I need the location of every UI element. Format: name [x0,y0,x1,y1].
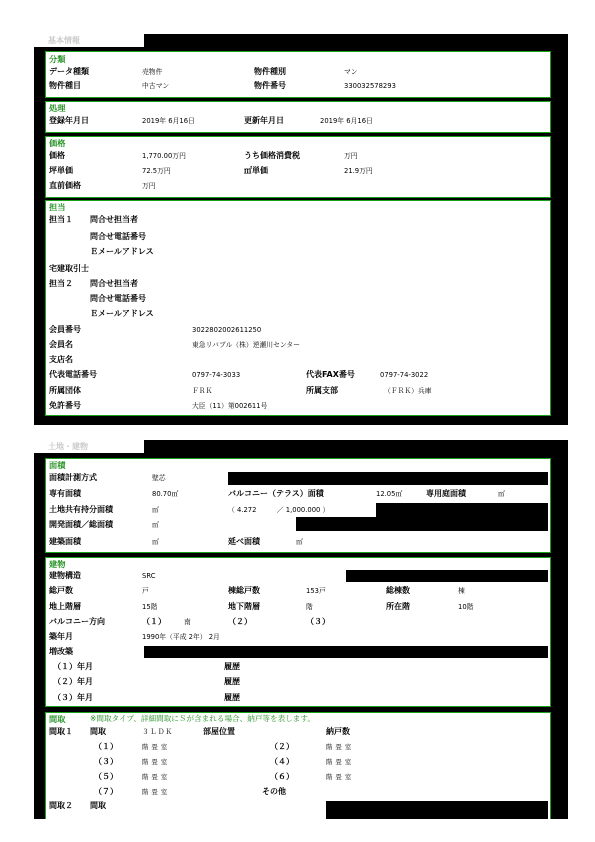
balcony-area-label: バルコニー（テラス）面積 [228,489,324,498]
building-area-value: ㎡ [152,538,159,546]
tax-label: うち価格消費税 [244,151,300,160]
tanto1-contact-label: 問合せ担当者 [90,215,138,224]
shori-section [45,101,551,133]
property-type-value: マン [344,68,358,76]
floor-position-value: 10階 [458,603,474,611]
room-2-unit: 階 畳 室 [326,743,352,751]
registered-date-value: 2019年 6月16日 [142,117,195,125]
license-label: 免許番号 [49,401,81,410]
dev-area-value: ㎡ [152,521,159,529]
building-units-label: 棟総戸数 [228,586,260,595]
renovation-label: 増改築 [49,647,73,656]
branch2-label: 所属支部 [306,386,338,395]
method-label: 面積計測方式 [49,473,97,482]
built-date-value: 1990年（平成 2年） 2月 [142,633,220,641]
madori-note: ※間取タイプ、詳細間取にＳが含まれる場合、納戸等を表します。 [90,714,315,723]
room-4-unit: 階 畳 室 [326,758,352,766]
member-number-value: 3022802002611250 [192,326,262,334]
balcony-direction-label: バルコニー方向 [49,617,105,626]
redaction-5 [144,646,548,658]
renovation-3-history-label: 履歴 [224,693,240,702]
member-name-value: 東急リバブル（株）逆瀬川センター [192,341,301,349]
structure-label: 建物構造 [49,571,81,580]
tax-value: 万円 [344,152,358,160]
tanto2-label: 担当２ [49,279,73,288]
room-3-label: （３） [94,757,118,766]
direction-1-label: （１） [142,617,166,626]
built-date-label: 築年月 [49,632,73,641]
tatemono-heading: 建物 [49,559,66,569]
direction-3-label: （３） [306,617,330,626]
license-value: 大臣（11）第002611号 [192,402,268,410]
kakaku-heading: 価格 [49,138,66,148]
tanto1-label: 担当１ [49,215,73,224]
room-7-label: （７） [94,787,118,796]
madori1-label: 間取１ [49,727,73,736]
layout-value: ３ＬＤＫ [142,728,174,736]
menseki-heading: 面積 [49,460,66,470]
room-1-label: （１） [94,742,118,751]
branch-name-label: 支店名 [49,355,73,364]
shori-heading: 処理 [49,103,66,113]
land-share-ratio: （ 4.272 ／ 1,000.000 ） [228,506,330,514]
tanto1-phone-label: 問合せ電話番号 [90,232,146,241]
room-2-label: （２） [270,742,294,751]
data-type-value: 売物件 [142,68,163,76]
member-number-label: 会員番号 [49,325,81,334]
total-units-value: 戸 [142,587,149,595]
tsubo-price-value: 72.5万円 [142,167,171,175]
land-tab-label[interactable]: 土地・建物 [34,440,144,453]
dev-area-label: 開発面積／総面積 [49,520,113,529]
redaction-1 [228,472,548,485]
rep-tel-label: 代表電話番号 [49,370,97,379]
balcony-area-value: 12.05㎡ [376,490,403,498]
land-share-value: ㎡ [152,506,159,514]
redaction-4 [346,570,548,582]
updated-date-value: 2019年 6月16日 [320,117,373,125]
room-position-label: 部屋位置 [203,727,235,736]
below-floors-label: 地下階層 [228,602,260,611]
direction-2-label: （２） [228,617,252,626]
updated-date-label: 更新年月日 [244,116,284,125]
exclusive-area-value: 80.70㎡ [152,490,179,498]
exclusive-area-label: 専有面積 [49,489,81,498]
building-count-label: 総棟数 [386,586,410,595]
room-6-unit: 階 畳 室 [326,773,352,781]
garden-area-value: ㎡ [498,490,505,498]
room-5-label: （５） [94,772,118,781]
room-6-label: （６） [270,772,294,781]
tanto2-phone-label: 問合せ電話番号 [90,294,146,303]
floor-area-label: 延べ面積 [228,537,260,546]
room-1-unit: 階 畳 室 [142,743,168,751]
renovation-2-date-label: （２）年月 [53,677,93,686]
renovation-3-date-label: （３）年月 [53,693,93,702]
rep-tel-value: 0797-74-3033 [192,371,241,379]
branch2-value: （ＦＲＫ）兵庫 [384,387,432,395]
item-value: 中古マン [142,82,170,90]
building-units-value: 153戸 [306,587,326,595]
tanto1-email-label: Ｅメールアドレス [90,247,154,256]
structure-value: SRC [142,572,156,580]
price-label: 価格 [49,151,65,160]
above-floors-value: 15階 [142,603,158,611]
bunrui-section [45,51,551,98]
redaction-6 [326,801,548,819]
madori2-label: 間取２ [49,801,73,810]
property-number-value: 330032578293 [344,82,396,90]
renovation-2-history-label: 履歴 [224,677,240,686]
floor-area-value: ㎡ [296,538,303,546]
previous-price-value: 万円 [142,182,156,190]
price-value: 1,770.00万円 [142,152,186,160]
room-5-unit: 階 畳 室 [142,773,168,781]
member-name-label: 会員名 [49,340,73,349]
bunrui-heading: 分類 [49,54,66,64]
layout-label: 間取 [90,727,106,736]
m2-price-label: ㎡単価 [244,166,268,175]
garden-area-label: 専用庭面積 [426,489,466,498]
property-number-label: 物件番号 [254,81,286,90]
m2-price-value: 21.9万円 [344,167,373,175]
kakaku-section [45,136,551,198]
group-value: ＦＲＫ [192,387,213,395]
group-label: 所属団体 [49,386,81,395]
rep-fax-value: 0797-74-3022 [380,371,429,379]
data-type-label: データ種類 [49,67,89,76]
tanto2-email-label: Ｅメールアドレス [90,309,154,318]
above-floors-label: 地上階層 [49,602,81,611]
rep-fax-label: 代表FAX番号 [306,370,355,379]
tanto-heading: 担当 [49,202,66,212]
previous-price-label: 直前価格 [49,181,81,190]
other-label: その他 [262,787,286,796]
basic-tab-label[interactable]: 基本情報 [34,34,144,47]
below-floors-value: 階 [306,603,313,611]
redaction-3 [296,517,386,531]
item-label: 物件種目 [49,81,81,90]
building-count-value: 棟 [458,587,465,595]
building-area-label: 建築面積 [49,537,81,546]
room-4-label: （４） [270,757,294,766]
method-value: 壁芯 [152,474,166,482]
registered-date-label: 登録年月日 [49,116,89,125]
madori-heading: 間取 [49,714,66,724]
storage-count-label: 納戸数 [326,727,350,736]
total-units-label: 総戸数 [49,586,73,595]
floor-position-label: 所在階 [386,602,410,611]
layout2-label: 間取 [90,801,106,810]
renovation-1-history-label: 履歴 [224,662,240,671]
direction-1-value: 南 [184,618,191,626]
renovation-1-date-label: （１）年月 [53,662,93,671]
redaction-2 [376,503,548,531]
takken-label: 宅建取引士 [49,264,89,273]
property-type-label: 物件種別 [254,67,286,76]
room-7-unit: 階 畳 室 [142,788,168,796]
land-share-label: 土地共有持分面積 [49,505,113,514]
tanto2-contact-label: 問合せ担当者 [90,279,138,288]
tsubo-price-label: 坪単価 [49,166,73,175]
room-3-unit: 階 畳 室 [142,758,168,766]
